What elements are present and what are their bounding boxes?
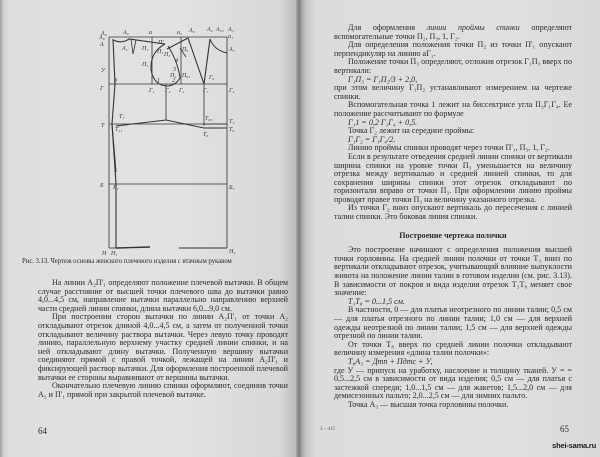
svg-text:Т₃: Т₃	[229, 119, 235, 125]
svg-text:Т₆: Т₆	[203, 132, 209, 138]
svg-text:Т: Т	[101, 123, 105, 129]
paragraph: Точка Г₂ лежит на середине проймы:	[348, 126, 475, 136]
right-page	[298, 0, 600, 457]
paragraph: Если в результате отведения средней линии спинки от вертикали ширина спинки на уровне точки П₃ уменьшается на величину отрезка между вертикалью и средней линией спинки, то для сохранения ширины спинки этот отрезок откладывают по горизонтали вправо от точки П₃. При оформлении линию проймы проводят правее точки П₃ на величину указанного отрезка.	[334, 151, 572, 204]
svg-text:A₃: A₃	[228, 27, 234, 33]
svg-text:Г₄: Г₄	[179, 88, 185, 94]
svg-text:A₃₁: A₃₁	[216, 27, 224, 33]
svg-text:1: 1	[157, 78, 160, 84]
figure-caption: Рис. 3.13. Чертеж основы женского плечевого изделия с втачным рукавом	[22, 258, 232, 265]
right-page-body	[334, 24, 572, 410]
section-heading: Построение чертежа полочки	[399, 230, 507, 240]
svg-text:Б₃: Б₃	[229, 185, 235, 191]
left-page	[0, 0, 298, 457]
svg-text:a₂: a₂	[177, 30, 183, 36]
page-number-left: 64	[38, 426, 47, 436]
emphasis-text: линии проймы спинки	[426, 23, 520, 32]
page-number-right: 65	[560, 424, 569, 434]
svg-text:A₅: A₅	[229, 47, 235, 53]
paragraph: Окончательно плечевую линию спинки оформляют, соединив точки А₂ и П'₁ прямой при закрытой плечевой вытачке.	[38, 381, 288, 399]
svg-text:П₅: П₅	[164, 52, 171, 58]
svg-text:Г₁: Г₁	[149, 88, 155, 94]
paragraph: На линии А₂П'₁ определяют положение плечевой вытачки. В общем случае расстояние от высшей точки плечевого шва до вытачки равно 4,0...4,5 см, направление вытачки параллельно направлению верхней части средней линии спинки, длина вытачки 6,0...9,0 см.	[38, 278, 288, 313]
formula: Г₁П₃ = Г₁П₂/3 + 2,0,	[348, 74, 418, 84]
paragraph: Для определения положения точки П₂ из точки П'₁ опускают перпендикуляр на линию аГ₁.	[334, 40, 572, 58]
svg-text:2: 2	[172, 78, 175, 84]
svg-text:A: A	[100, 42, 104, 48]
printer-signature: 3 – 415	[320, 427, 335, 432]
svg-text:Г₆: Г₆	[209, 75, 215, 81]
svg-text:Н₁: Н₁	[111, 251, 118, 257]
paragraph: Точка А₃ — высшая точка горловины полочки.	[348, 399, 509, 409]
paragraph: где У — припуск на уработку, наслоение и толщину тканей. У = = 0,5...2,5 см в зависимости от вида изделия; 0,5 см — для платья с застежкой спереди; 1,0...1,5 см — для жакетов; 1,5...2,0 см — для демисезонных пальто; 2,0...2,5 см — для зимних пальто.	[334, 365, 572, 401]
book-gutter	[296, 0, 302, 457]
paragraph: Вспомогательная точка 1 лежит на биссектрисе угла П₃Г₁Г₄. Ее положение рассчитывают по формуле	[334, 100, 572, 118]
svg-text:A₄: A₄	[207, 27, 213, 33]
svg-text:4: 4	[175, 58, 178, 64]
svg-text:A₀: A₀	[99, 35, 105, 41]
svg-text:П₄: П₄	[170, 73, 177, 79]
formula: Т₈А₃ = Дтп + Пдтс + У,	[348, 356, 433, 366]
paragraph: Это построение начинают с определения положения высшей точки горловины. На средней линии полочки от точки Т₃ вниз по вертикали откладывают отрезок, учитывающий влияние выпуклости живота на положение линии талии в готовом изделии (см. рис. 3.13). В зависимости от покроя и вида изделия отрезок Т₃Т₈ меняет свое значение:	[334, 245, 572, 298]
svg-text:Г₇: Г₇	[203, 88, 209, 94]
paragraph: При построении сторон вытачки по линии А₂П'₁ от точки А₂ откладывают отрезок длиной 4,0...4,5 см, а затем от полученной точки откладывают величину раствора вытачки. Через левую точку проводят линию, параллельную верхнему участку средней линии спинки, и на ней откладывают длину вытачки. Полученную вершину вытачки соединяют прямой с правой точкой, лежащей на линии А₂П'₁ и фиксирующей раствор вытачки. Для оформления построенной плечевой вытачки ее стороны выравнивают от вершины вытачки.	[38, 312, 288, 382]
svg-text:Г₂: Г₂	[165, 88, 171, 94]
svg-text:Б₁: Б₁	[113, 185, 119, 191]
label-A0: A₀	[101, 31, 107, 37]
paragraph: От точки Т₈ вверх по средней линии полочки откладывают величину измерения «длина талии полочки»:	[334, 339, 572, 358]
svg-text:A₁: A₁	[122, 46, 128, 52]
svg-text:П'₁: П'₁	[158, 40, 166, 46]
formula: Т₃Т₈ = 0...1,5 см.	[348, 296, 405, 306]
formula: Г₁Г₂ = Г₁Г₄/2.	[348, 134, 396, 144]
svg-text:Т₆₀: Т₆₀	[205, 116, 213, 122]
svg-text:П₂: П₂	[142, 46, 149, 52]
svg-text:Н: Н	[102, 251, 107, 257]
pattern-drawing-svg	[96, 22, 236, 257]
svg-text:Б: Б	[100, 183, 104, 189]
svg-text:Т₁: Т₁	[119, 114, 125, 120]
paragraph: Для оформления линии проймы спинки определяют вспомогательные точки П₂, П₃, 1, Г₂.	[334, 23, 573, 41]
svg-text:Г: Г	[100, 86, 104, 92]
svg-text:a₁: a₁	[228, 34, 234, 40]
left-page-body	[38, 279, 288, 399]
svg-text:П₆: П₆	[182, 47, 189, 53]
paragraph: В частности, 0 — для платья неотрезного по линии талии; 0,5 см — для платья отрезного по линии талии; 1,0 см — для верхней одежды неотрезной по линии талии; 1,5 см — для верхней одежды отрезной по линии талии.	[334, 305, 572, 341]
svg-text:Т₁₁: Т₁₁	[115, 127, 123, 133]
svg-text:Г₃: Г₃	[229, 88, 235, 94]
watermark: shei-sama.ru	[552, 441, 596, 450]
paragraph: при этом величину Г₁П₂ устанавливают измерением на чертеже спинки.	[334, 83, 572, 101]
svg-text:A₉: A₉	[189, 28, 195, 34]
paragraph: Положение точки П₃ определяют, отложив отрезок Г₁П₃ вверх по вертикали:	[334, 57, 572, 75]
formula: Г₁1 = 0,2 Г₁Г₄ + 0,5.	[348, 117, 418, 127]
svg-text:3: 3	[173, 67, 176, 73]
svg-text:a: a	[149, 30, 152, 36]
svg-text:A₂: A₂	[123, 30, 129, 36]
svg-text:У: У	[101, 68, 106, 74]
svg-text:П₃: П₃	[142, 62, 149, 68]
svg-text:Т₈: Т₈	[229, 127, 235, 133]
svg-text:3: 3	[114, 78, 117, 84]
pattern-drawing	[96, 22, 236, 257]
paragraph: Линию проймы спинки проводят через точки П'₁, П₃, 1, Г₂.	[348, 143, 550, 153]
paragraph: Из точки Г₂ вниз опускают вертикаль до пересечения с линией талии спинки. Это боковая линия спинки.	[334, 203, 572, 222]
svg-text:Н₃: Н₃	[229, 249, 236, 255]
svg-text:П₁: П₁	[157, 49, 164, 55]
svg-text:П₆₁: П₆₁	[182, 73, 191, 79]
